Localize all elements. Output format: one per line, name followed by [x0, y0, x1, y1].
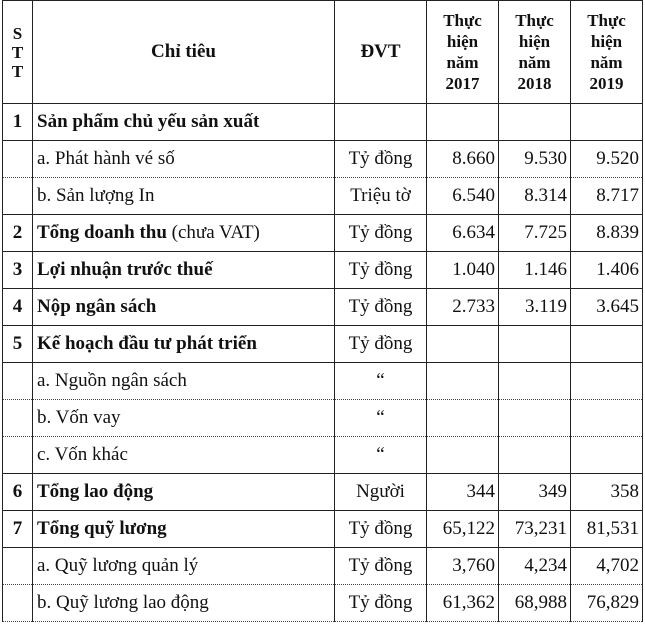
row-value-2017 [427, 326, 499, 363]
table-row [3, 215, 643, 252]
row-unit: “ [335, 400, 427, 437]
table-row [3, 474, 643, 511]
row-value-2017: 1.040 [427, 252, 499, 289]
row-value-2018 [499, 326, 571, 363]
row-indicator: b. Vốn vay [33, 400, 335, 437]
row-stt [3, 585, 33, 622]
row-indicator: b. Sản lượng In [33, 178, 335, 215]
row-stt: 7 [3, 511, 33, 548]
table-row [3, 104, 643, 141]
row-value-2017: 6.634 [427, 215, 499, 252]
row-value-2018 [499, 437, 571, 474]
row-value-2018: 7.725 [499, 215, 571, 252]
row-stt [3, 178, 33, 215]
row-unit: Tỷ đồng [335, 585, 427, 622]
row-unit: Người [335, 474, 427, 511]
row-indicator: b. Quỹ lương lao động [33, 585, 335, 622]
row-indicator: a. Phát hành vé số [33, 141, 335, 178]
row-value-2019: 76,829 [571, 585, 643, 622]
row-value-2018 [499, 400, 571, 437]
row-stt: 4 [3, 289, 33, 326]
row-value-2018: 349 [499, 474, 571, 511]
row-unit: Tỷ đồng [335, 141, 427, 178]
row-value-2018: 8.314 [499, 178, 571, 215]
row-value-2019: 4,702 [571, 548, 643, 585]
row-unit: Tỷ đồng [335, 289, 427, 326]
row-stt: 6 [3, 474, 33, 511]
row-note: (chưa VAT) [166, 222, 260, 243]
row-indicator: c. Vốn khác [33, 437, 335, 474]
row-unit [335, 104, 427, 141]
row-unit: Tỷ đồng [335, 326, 427, 363]
row-unit: Tỷ đồng [335, 511, 427, 548]
row-value-2017: 2.733 [427, 289, 499, 326]
row-unit: Tỷ đồng [335, 215, 427, 252]
row-value-2018: 1.146 [499, 252, 571, 289]
table-row [3, 400, 643, 437]
row-stt [3, 437, 33, 474]
row-indicator: a. Nguồn ngân sách [33, 363, 335, 400]
row-stt [3, 548, 33, 585]
row-value-2017: 8.660 [427, 141, 499, 178]
row-unit: Triệu tờ [335, 178, 427, 215]
table-row [3, 178, 643, 215]
row-value-2019: 9.520 [571, 141, 643, 178]
row-stt [3, 141, 33, 178]
row-value-2017: 65,122 [427, 511, 499, 548]
table-row [3, 289, 643, 326]
row-unit: “ [335, 363, 427, 400]
header-year-2018: Thực hiện năm 2018 [499, 1, 571, 104]
row-unit: Tỷ đồng [335, 548, 427, 585]
row-value-2017: 61,362 [427, 585, 499, 622]
row-value-2019: 3.645 [571, 289, 643, 326]
row-value-2018 [499, 363, 571, 400]
header-stt: S T T [3, 1, 33, 104]
row-stt: 5 [3, 326, 33, 363]
row-value-2019 [571, 437, 643, 474]
row-value-2019 [571, 363, 643, 400]
row-value-2019: 8.839 [571, 215, 643, 252]
row-value-2017 [427, 437, 499, 474]
table-row [3, 548, 643, 585]
header-year-2019: Thực hiện năm 2019 [571, 1, 643, 104]
row-value-2019 [571, 326, 643, 363]
table-row [3, 141, 643, 178]
row-indicator: Sản phẩm chủ yếu sản xuất [33, 104, 335, 141]
row-value-2017 [427, 104, 499, 141]
header-year-2017: Thực hiện năm 2017 [427, 1, 499, 104]
row-value-2017: 3,760 [427, 548, 499, 585]
row-stt: 2 [3, 215, 33, 252]
row-indicator: Lợi nhuận trước thuế [33, 252, 335, 289]
row-stt [3, 400, 33, 437]
row-value-2017 [427, 400, 499, 437]
row-value-2018: 68,988 [499, 585, 571, 622]
header-indicator: Chỉ tiêu [33, 1, 335, 104]
row-value-2018: 4,234 [499, 548, 571, 585]
row-value-2019: 1.406 [571, 252, 643, 289]
row-value-2019: 8.717 [571, 178, 643, 215]
row-stt: 1 [3, 104, 33, 141]
indicator-table [2, 0, 643, 622]
row-value-2018: 73,231 [499, 511, 571, 548]
row-value-2017: 344 [427, 474, 499, 511]
table-row [3, 585, 643, 622]
row-indicator: Tổng doanh thu (chưa VAT) [33, 215, 335, 252]
row-value-2019: 81,531 [571, 511, 643, 548]
row-indicator: Tổng lao động [33, 474, 335, 511]
row-indicator: Nộp ngân sách [33, 289, 335, 326]
row-indicator: a. Quỹ lương quản lý [33, 548, 335, 585]
table-row [3, 252, 643, 289]
table-row [3, 363, 643, 400]
header-row [3, 1, 643, 104]
table-row [3, 511, 643, 548]
row-value-2019: 358 [571, 474, 643, 511]
header-unit: ĐVT [335, 1, 427, 104]
table-row [3, 326, 643, 363]
row-value-2019 [571, 104, 643, 141]
row-value-2019 [571, 400, 643, 437]
row-indicator: Tổng quỹ lương [33, 511, 335, 548]
row-unit: Tỷ đồng [335, 252, 427, 289]
row-stt: 3 [3, 252, 33, 289]
row-value-2017: 6.540 [427, 178, 499, 215]
row-value-2018: 3.119 [499, 289, 571, 326]
row-value-2017 [427, 363, 499, 400]
row-stt [3, 363, 33, 400]
row-unit: “ [335, 437, 427, 474]
row-value-2018: 9.530 [499, 141, 571, 178]
row-value-2018 [499, 104, 571, 141]
row-indicator: Kế hoạch đầu tư phát triển [33, 326, 335, 363]
table-row [3, 437, 643, 474]
